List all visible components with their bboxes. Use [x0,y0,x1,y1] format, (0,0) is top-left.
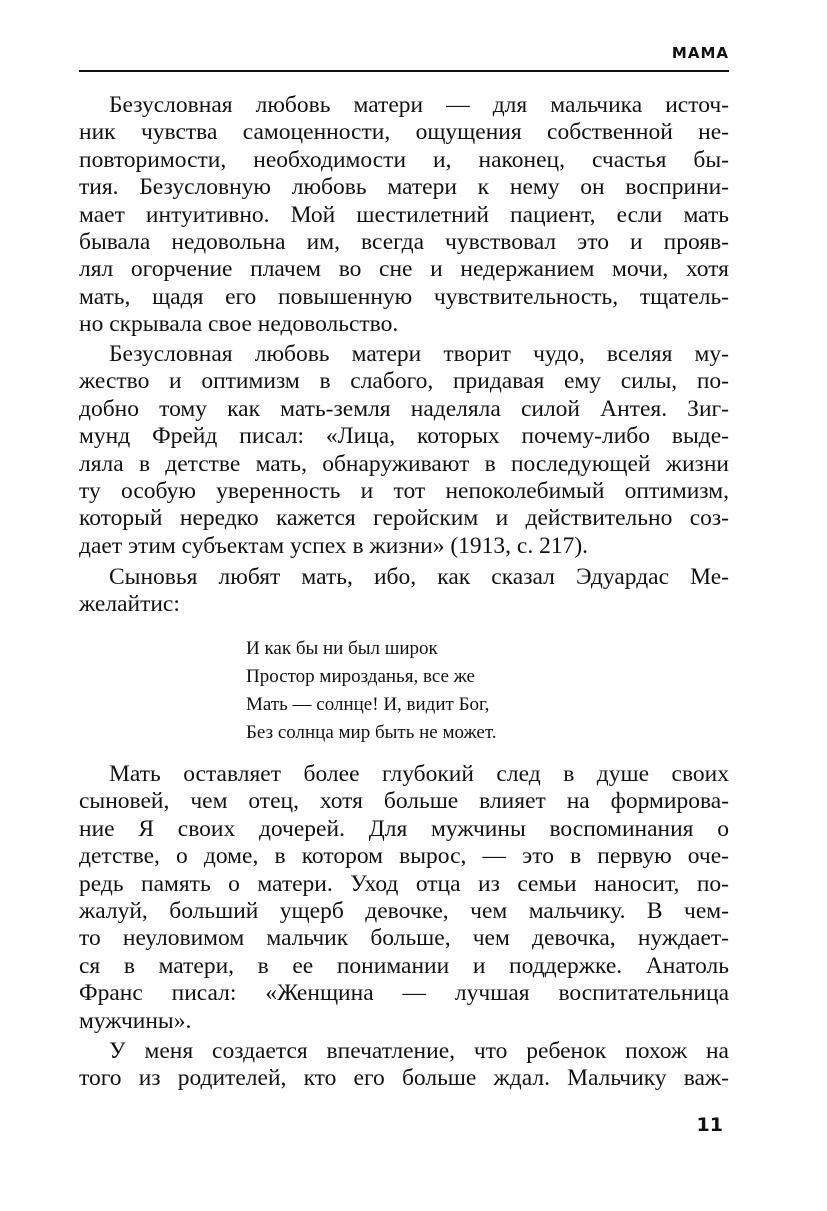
text-line: ляла в детстве мать, обнаруживают в последующей жизни [79,450,729,477]
text-line: но скрывала свое недовольство. [79,311,399,338]
header-rule [79,70,729,72]
text-line: то неуловимом мальчик больше, чем девочка, нуждает- [79,925,729,952]
text-line: мунд Фрейд писал: «Лица, которых почему-либо выде- [79,423,729,450]
text-line: мать, щадя его повышенную чувствительность, тщатель- [79,283,729,310]
text-line: Безусловная любовь матери — для мальчика источ- [109,92,729,118]
poem-line: Простор мирозданья, все же [246,666,475,687]
poem-line: Без солнца мир быть не может. [246,722,497,743]
text-line: того из родителей, кто его больше ждал. Мальчику важ- [79,1065,729,1092]
poem-line: И как бы ни был широк [246,638,438,659]
running-head: МАМА [671,44,729,62]
text-line: который нередко кажется геройским и действительно соз- [79,505,729,532]
text-line: детстве, о доме, в котором вырос, — это в первую оче- [79,843,729,870]
text-line: Франс писал: «Женщина — лучшая воспитательница [79,980,729,1007]
text-line: добно тому как мать-земля наделяла силой Антея. Зиг- [79,395,729,422]
text-line: тия. Безусловную любовь матери к нему он восприни- [79,174,729,201]
paragraph-3 [79,564,729,619]
text-line: Мать оставляет более глубокий след в душе своих [109,761,729,787]
paragraph-2 [79,341,729,560]
text-line: Сыновья любят мать, ибо, как сказал Эдуардас Ме- [109,564,729,590]
text-line: Безусловная любовь матери творит чудо, вселяя му- [109,341,729,367]
paragraph-1 [79,92,729,339]
text-line: жество и оптимизм в слабого, придавая ему силы, по- [79,368,729,395]
text-line: ник чувства самоценности, ощущения собственной не- [79,119,729,146]
text-line: желайтис: [79,591,180,618]
text-line: У меня создается впечатление, что ребенок похож на [109,1038,729,1064]
text-line: ту особую уверенность и тот непоколебимый оптимизм, [79,478,729,505]
poem-line: Мать — солнце! И, видит Бог, [246,694,490,715]
text-line: редь память о матери. Уход отца из семьи наносит, по- [79,870,729,897]
text-line: лял огорчение плачем во сне и недержанием мочи, хотя [79,256,729,283]
text-line: сыновей, чем отец, хотя больше влияет на формирова- [79,788,729,815]
poem [246,635,496,747]
text-line: жалуй, больший ущерб девочке, чем мальчику. В чем- [79,898,729,925]
text-line: ся в матери, в ее понимании и поддержке. Анатоль [79,952,729,979]
paragraph-5 [79,1038,729,1093]
text-line: бывала недовольна им, всегда чувствовал это и прояв- [79,229,729,256]
text-line: повторимости, необходимости и, наконец, счастья бы- [79,146,729,173]
text-line: дает этим субъектам успех в жизни» (1913, с. 217). [79,532,589,559]
text-line: мужчины». [79,1007,192,1034]
text-line: мает интуитивно. Мой шестилетний пациент, если мать [79,201,729,228]
paragraph-4 [79,761,729,1035]
page-number: 11 [696,1114,723,1136]
text-line: ние Я своих дочерей. Для мужчины воспоминания о [79,815,729,842]
